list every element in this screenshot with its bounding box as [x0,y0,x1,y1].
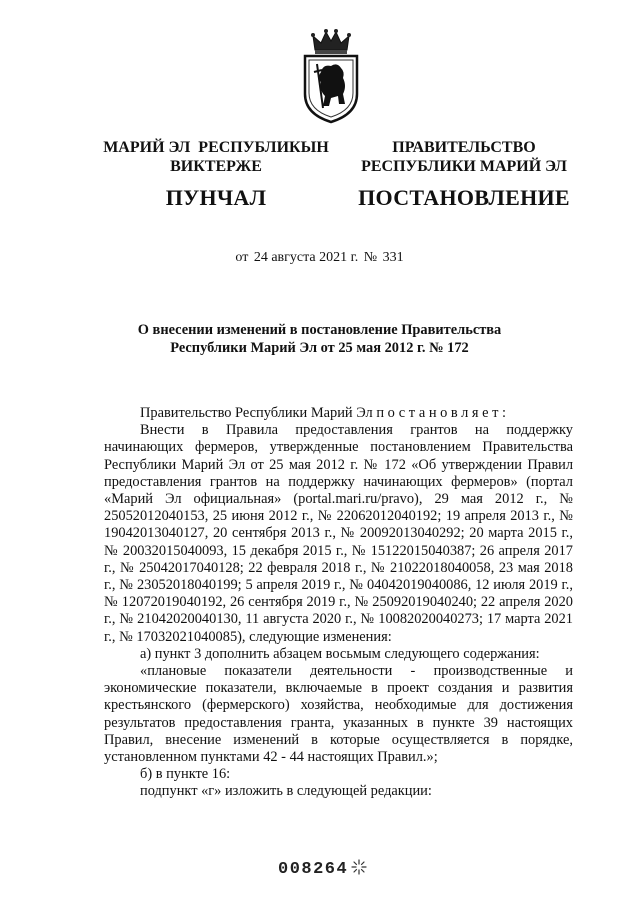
header-left-line2: ВИКТЕРЖЕ [170,158,262,175]
decree-body [104,405,573,801]
body-paragraph-4: «плановые показатели деятельности - производственные и экономические показатели, включаемые в проект создания и развития крестьянского (фермерского) хозяйства, необходимые для достижения результатов предоставления гранта, указанных в пункте 39 настоящих Правил, внесение изменений в которые осуществляется в порядке, установленном пунктами 42 - 44 настоящих Правил.»; [104,663,573,766]
body-paragraph-2: Внести в Правила предоставления грантов на поддержку начинающих фермеров, утвержденные постановлением Правительства Республики Марий Эл от 25 мая 2012 г. № 172 «Об утверждении Правил предоставления грантов на поддержку начинающих фермеров» (портал «Марий Эл официальная» (portal.mari.ru/pravo), 29 мая 2012 г., № 25052012040153, 25 июня 2012 г., № 22062012040192; 19 апреля 2013 г., № 19042013040127, 20 сентября 2013 г., № 20092013040292; 20 марта 2015 г., № 20032015040093, 15 декабря 2015 г., № 15122015040387; 26 апреля 2017 г., № 25042017040128; 22 февраля 2018 г., № 21022018040058, 23 мая 2018 г., № 23052018040199; 5 апреля 2019 г., № 04042019040086, 12 июля 2019 г., № 12072019040192, 26 сентября 2019 г., № 25092019040240; 22 апреля 2020 г., № 21042020040130, 11 августа 2020 г., № 10082020040273; 17 марта 2021 г., № 17032021040085), следующие изменения: [104,422,573,645]
header-right-title: ПОСТАНОВЛЕНИЕ [358,185,570,210]
asterisk-mark-icon [350,858,368,876]
number-sign: № [363,250,378,265]
header-left-line1: МАРИЙ ЭЛ РЕСПУБЛИКЫН [103,139,329,156]
body-paragraph-6: подпункт «г» изложить в следующей редакции: [140,783,432,800]
date-prefix: от [235,250,249,265]
decree-number: 331 [382,250,404,265]
resolves-word: постановляет: [376,405,510,421]
header-left [88,138,344,211]
title-line1: О внесении изменений в постановление Правительства [137,322,502,338]
decree-date: 24 августа 2021 г. [253,250,359,265]
coat-of-arms-icon [301,28,361,124]
header-right-line1: ПРАВИТЕЛЬСТВО [392,139,536,156]
title-line2: Республики Марий Эл от 25 мая 2012 г. № 172 [170,340,469,356]
serial-number: 008264 [278,860,349,879]
header-right-line2: РЕСПУБЛИКИ МАРИЙ ЭЛ [361,158,567,175]
resolving-clause: Правительство Республики Марий Эл [140,405,377,421]
body-paragraph-5: б) в пункте 16: [140,766,231,783]
header-left-title: ПУНЧАЛ [165,185,267,210]
decree-date-line [0,250,639,266]
decree-title [100,321,539,357]
header-right [348,138,580,211]
body-paragraph-3: а) пункт 3 дополнить абзацем восьмым следующего содержания: [140,645,540,662]
body-paragraph-1 [104,405,573,422]
